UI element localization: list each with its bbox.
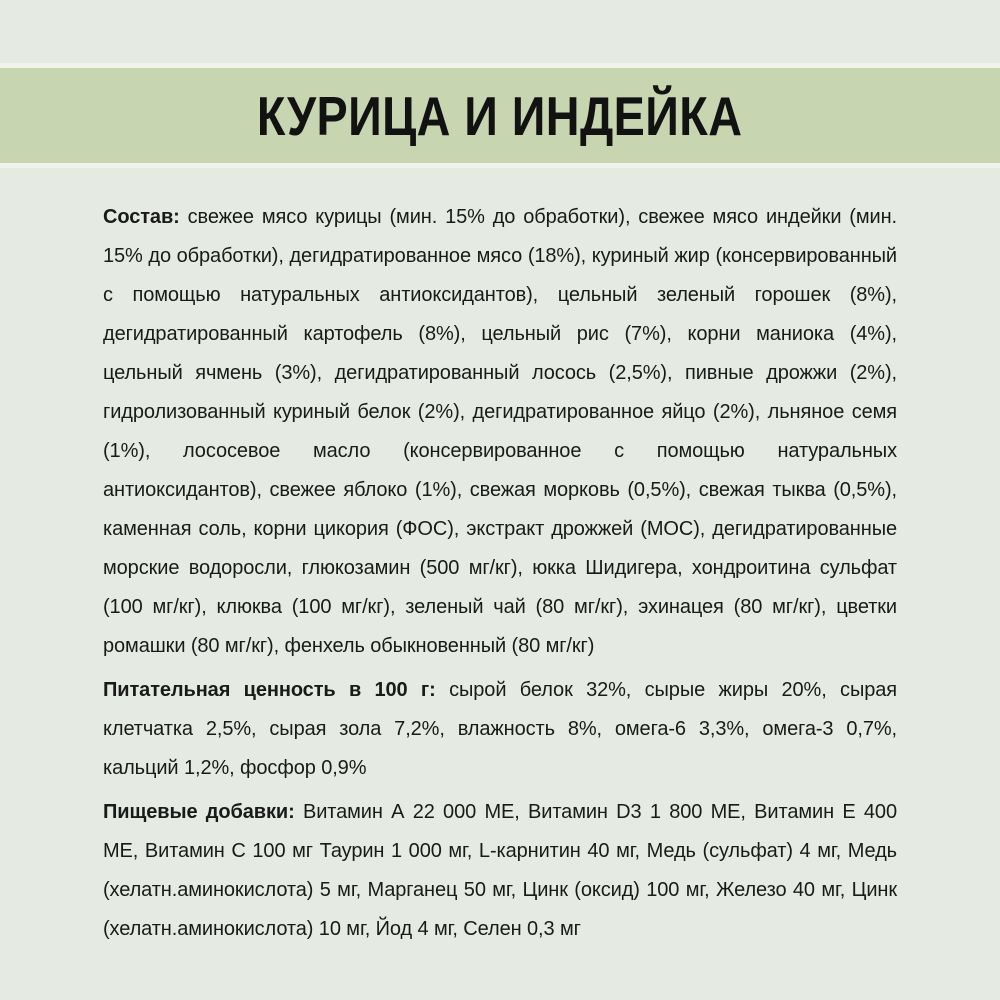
additives-label: Пищевые добавки: [103,801,295,823]
composition-text: свежее мясо курицы (мин. 15% до обработки), свежее мясо индейки (мин. 15% до обработки), дегидратированное мясо (18%), куриный жир (консервированный с помощью натуральных антиоксидантов), цельный зеленый горошек (8%), дегидратированный картофель (8%), цельный рис (7%), корни маниока (4%), цельный ячмень (3%), дегидратированный лосось (2,5%), пивные дрожжи (2%), гидролизованный куриный белок (2%), дегидратированное яйцо (2%), льняное семя (1%), лососевое масло (консервированное с помощью натуральных антиоксидантов), свежее яблоко (1%), свежая морковь (0,5%), свежая тыква (0,5%), каменная соль, корни цикория (ФОС), экстракт дрожжей (МОС), дегидратированные морские водоросли, глюкозамин (500 мг/кг), юкка Шидигера, хондроитина сульфат (100 мг/кг), клюква (100 мг/кг), зеленый чай (80 мг/кг), эхинацея (80 мг/кг), цветки ромашки (80 мг/кг), фенхель обыкновенный (80 мг/кг) [103,206,897,657]
additives-paragraph [103,793,897,949]
composition-paragraph [103,198,897,666]
nutrition-label: Питательная ценность в 100 г: [103,679,436,701]
nutrition-text: сырой белок 32%, сырые жиры 20%, сырая клетчатка 2,5%, сырая зола 7,2%, влажность 8%, омега-6 3,3%, омега-3 0,7%, кальций 1,2%, фосфор 0,9% [103,679,897,779]
title-band [0,63,1000,168]
additives-text: Витамин А 22 000 МЕ, Витамин D3 1 800 МЕ, Витамин Е 400 МЕ, Витамин С 100 мг Таурин 1 000 мг, L-карнитин 40 мг, Медь (сульфат) 4 мг, Медь (хелатн.аминокислота) 5 мг, Марганец 50 мг, Цинк (оксид) 100 мг, Железо 40 мг, Цинк (хелатн.аминокислота) 10 мг, Йод 4 мг, Селен 0,3 мг [103,801,897,940]
composition-label: Состав: [103,206,180,228]
product-description [103,198,897,954]
page-title: КУРИЦА И ИНДЕЙКА [257,84,743,147]
nutrition-paragraph [103,671,897,788]
